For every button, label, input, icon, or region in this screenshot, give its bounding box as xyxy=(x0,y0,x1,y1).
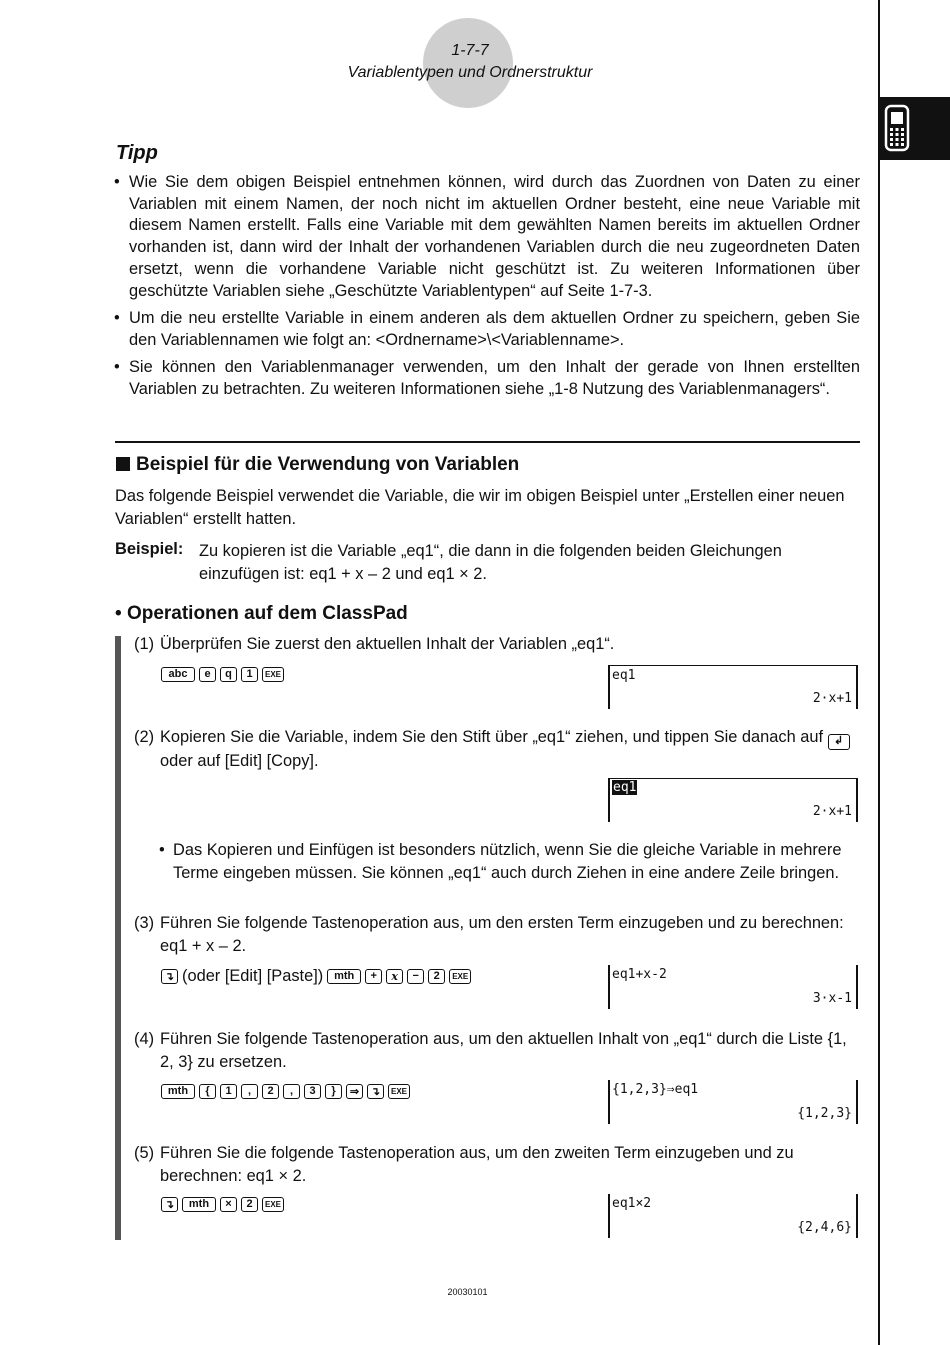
step-4: (4) Führen Sie folgende Tastenoperation aus, um den aktuellen Inhalt von „eq1“ durch die Liste {1, 2, 3} zu ersetzen. xyxy=(134,1030,847,1071)
bullet-icon: • xyxy=(114,358,120,376)
calculator-icon xyxy=(882,103,912,153)
key-comma: , xyxy=(241,1084,258,1099)
key-exe: EXE xyxy=(449,969,471,984)
copy-key-icon: ↲ xyxy=(828,734,850,750)
key-2: 2 xyxy=(262,1084,279,1099)
key-2: 2 xyxy=(428,969,445,984)
key-1: 1 xyxy=(220,1084,237,1099)
key-mth: mth xyxy=(182,1197,216,1212)
key-2: 2 xyxy=(241,1197,258,1212)
screen-step-3: eq1+x-2 3·x-1 xyxy=(608,965,858,1009)
square-bullet-icon xyxy=(116,457,130,471)
bullet-icon: • xyxy=(114,309,120,327)
key-brace-open: { xyxy=(199,1084,216,1099)
example-text: Zu kopieren ist die Variable „eq1“, die dann in die folgenden beiden Gleichungen einzufügen ist: eq1 + x – 2 und eq1 × 2. xyxy=(199,542,782,583)
key-comma: , xyxy=(283,1084,300,1099)
screen-step-1: eq1 2·x+1 xyxy=(608,665,858,709)
key-1: 1 xyxy=(241,667,258,682)
margin-rule xyxy=(878,0,880,1345)
tip-bullet-2: • Um die neu erstellte Variable in einem anderen als dem aktuellen Ordner zu speichern, geben Sie den Variablennamen wie folgt an: <Ordnername>\<Variablenname>. xyxy=(114,309,860,349)
step-1-keys xyxy=(161,664,284,684)
section-intro: Das folgende Beispiel verwendet die Variable, die wir im obigen Beispiel unter „Erstellen einer neuen Variablen“ erstellt hatten. xyxy=(115,487,845,528)
step-4-keys xyxy=(161,1081,410,1101)
screen-step-4: {1,2,3}⇒eq1 {1,2,3} xyxy=(608,1080,858,1124)
tip-heading: Tipp xyxy=(116,142,158,164)
page-title: Variablentypen und Ordnerstruktur xyxy=(347,64,593,81)
section-divider xyxy=(115,441,860,443)
chapter-tab xyxy=(880,97,950,160)
key-times: × xyxy=(220,1197,237,1212)
operations-title: • Operationen auf dem ClassPad xyxy=(115,603,408,624)
paste-key-icon: ↴ xyxy=(161,969,178,984)
step-3-keys: ↴ (oder [Edit] [Paste]) mth + x − 2 EXE xyxy=(161,966,471,986)
key-abc: abc xyxy=(161,667,195,682)
bullet-icon: • xyxy=(114,173,120,191)
key-store: ⇒ xyxy=(346,1084,363,1099)
key-exe: EXE xyxy=(262,1197,284,1212)
key-q: q xyxy=(220,667,237,682)
key-exe: EXE xyxy=(262,667,284,682)
bullet-icon: • xyxy=(159,841,165,859)
page-number: 1-7-7 xyxy=(451,42,489,59)
key-3: 3 xyxy=(304,1084,321,1099)
key-exe: EXE xyxy=(388,1084,410,1099)
key-e: e xyxy=(199,667,216,682)
screen-step-2: eq1 2·x+1 xyxy=(608,778,858,822)
key-x: x xyxy=(386,969,403,984)
key-mth: mth xyxy=(327,969,361,984)
key-minus: − xyxy=(407,969,424,984)
screen-step-5: eq1×2 {2,4,6} xyxy=(608,1194,858,1238)
section-title: Beispiel für die Verwendung von Variablen xyxy=(116,454,519,476)
key-mth: mth xyxy=(161,1084,195,1099)
step-5: (5) Führen Sie die folgende Tastenoperation aus, um den zweiten Term einzugeben und zu berechnen: eq1 × 2. xyxy=(134,1144,794,1185)
key-plus: + xyxy=(365,969,382,984)
step-5-keys xyxy=(161,1194,284,1214)
operations-sidebar xyxy=(115,636,121,1240)
step-1: (1) Überprüfen Sie zuerst den aktuellen Inhalt der Variablen „eq1“. xyxy=(134,635,615,653)
step-2-note: • Das Kopieren und Einfügen ist besonders nützlich, wenn Sie die gleiche Variable in mehrere Terme eingeben müssen. Sie können „eq1“ auch durch Ziehen in eine andere Zeile bringen. xyxy=(159,841,842,882)
header-circle xyxy=(423,18,513,108)
example-label: Beispiel: xyxy=(115,540,184,558)
tip-bullet-1: • Wie Sie dem obigen Beispiel entnehmen können, wird durch das Zuordnen von Daten zu einer Variablen mit einem Namen, der noch nicht im aktuellen Ordner besteht, eine neue Variable mit diesem Namen erstellt. Falls eine Variable mit dem gewählten Namen bereits im aktuellen Ordner vorhanden ist, dann wird der Inhalt der vorhandenen Variablen durch die neu zugeordneten Daten ersetzt, wenn die vorhandene Variable nicht geschützt ist. Zu weiteren Informationen über geschützte Variablen siehe „Geschützte Variablentypen“ auf Seite 1-7-3. xyxy=(114,173,860,300)
footer-code: 20030101 xyxy=(447,1287,488,1297)
tip-bullet-3: • Sie können den Variablenmanager verwenden, um den Inhalt der gerade von Ihnen erstellten Variablen zu betrachten. Zu weiteren Informationen siehe „1-8 Nutzung des Variablenmanagers“. xyxy=(114,358,860,398)
key-brace-close: } xyxy=(325,1084,342,1099)
step-2: (2) Kopieren Sie die Variable, indem Sie den Stift über „eq1“ ziehen, und tippen Sie danach auf ↲ oder auf [Edit] [Copy]. xyxy=(134,726,854,773)
paste-key-icon: ↴ xyxy=(367,1084,384,1099)
paste-key-icon: ↴ xyxy=(161,1197,178,1212)
step-3: (3) Führen Sie folgende Tastenoperation aus, um den ersten Term einzugeben und zu berechnen: eq1 + x – 2. xyxy=(134,914,844,955)
